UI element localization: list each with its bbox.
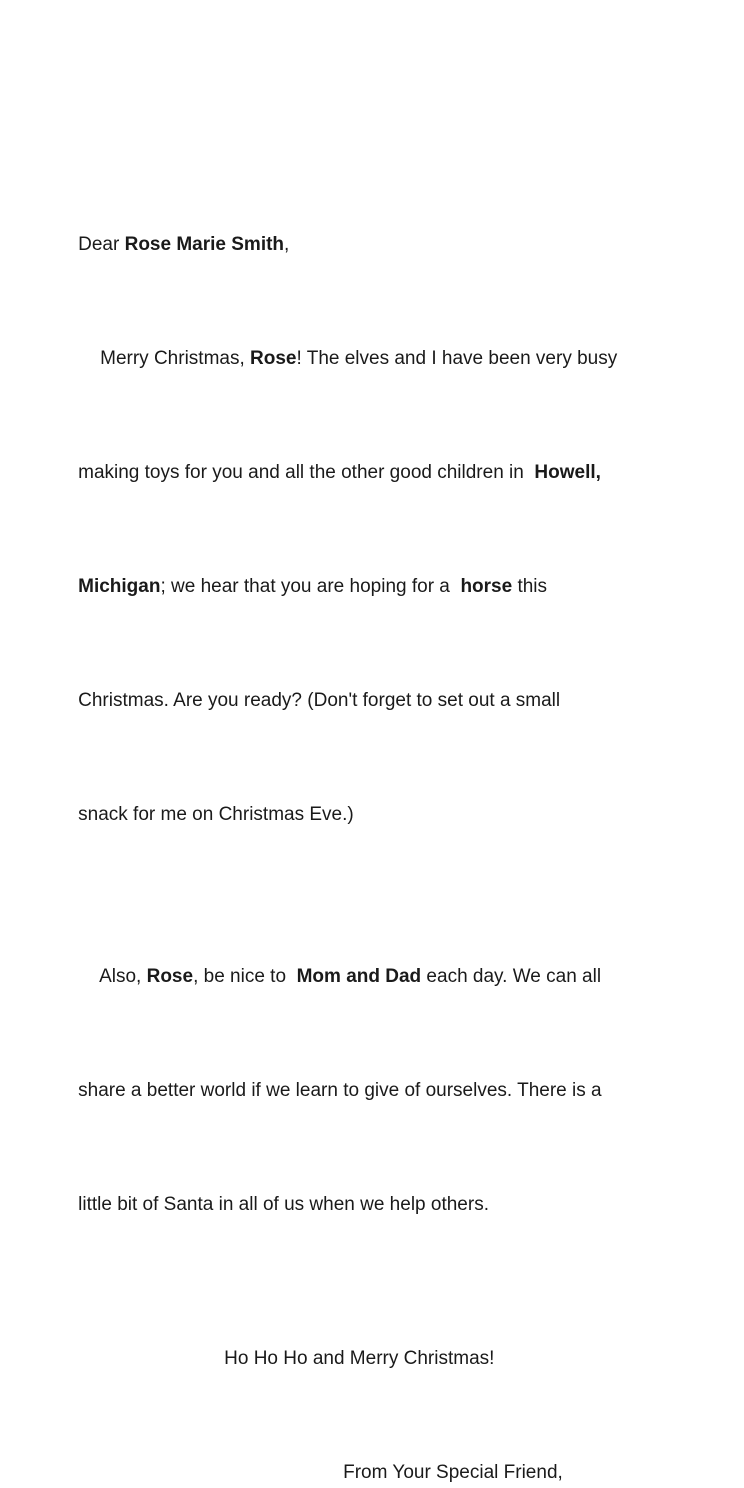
recipient-full-name: Rose Marie Smith bbox=[124, 234, 285, 255]
letter-line-body bbox=[57, 1148, 714, 1262]
letter-line-body bbox=[57, 1034, 714, 1148]
body-text: little bit of Santa in all of us when we help others. bbox=[78, 1194, 489, 1215]
body-text: ! The elves and I have been very busy bbox=[296, 348, 618, 369]
body-text: Christmas. Are you ready? (Don't forget to set out a small bbox=[78, 690, 561, 711]
closing-exclamation: Ho Ho Ho and Merry Christmas! bbox=[224, 1348, 495, 1369]
child-first-name: Rose bbox=[146, 966, 194, 987]
letter-line-greeting bbox=[57, 302, 714, 416]
gift-request: horse bbox=[460, 576, 513, 597]
closing-exclamation-line bbox=[57, 1302, 714, 1416]
child-first-name: Rose bbox=[250, 348, 297, 369]
body-text: snack for me on Christmas Eve.) bbox=[78, 804, 354, 825]
letter-line-body bbox=[57, 416, 714, 530]
letter-line-body bbox=[57, 758, 714, 872]
letter-line-body bbox=[57, 530, 714, 644]
salutation-prefix: Dear bbox=[78, 234, 125, 255]
salutation-line bbox=[57, 188, 714, 302]
parents-names: Mom and Dad bbox=[296, 966, 422, 987]
body-text: this bbox=[512, 576, 548, 597]
location-city: Howell, bbox=[534, 462, 601, 483]
body-text: each day. We can all bbox=[421, 966, 602, 987]
signature-line bbox=[57, 1416, 714, 1488]
location-state: Michigan bbox=[78, 576, 161, 597]
body-text: Merry Christmas, bbox=[100, 348, 251, 369]
body-text: ; we hear that you are hoping for a bbox=[160, 576, 461, 597]
salutation-suffix: , bbox=[284, 234, 290, 255]
letter-line-body bbox=[57, 920, 714, 1034]
signature-text: From Your Special Friend, bbox=[343, 1462, 563, 1483]
letter-line-body bbox=[57, 644, 714, 758]
body-text: Also, bbox=[99, 966, 147, 987]
body-text: , be nice to bbox=[193, 966, 297, 987]
body-text: making toys for you and all the other good children in bbox=[78, 462, 535, 483]
body-text: share a better world if we learn to give of ourselves. There is a bbox=[78, 1080, 602, 1101]
